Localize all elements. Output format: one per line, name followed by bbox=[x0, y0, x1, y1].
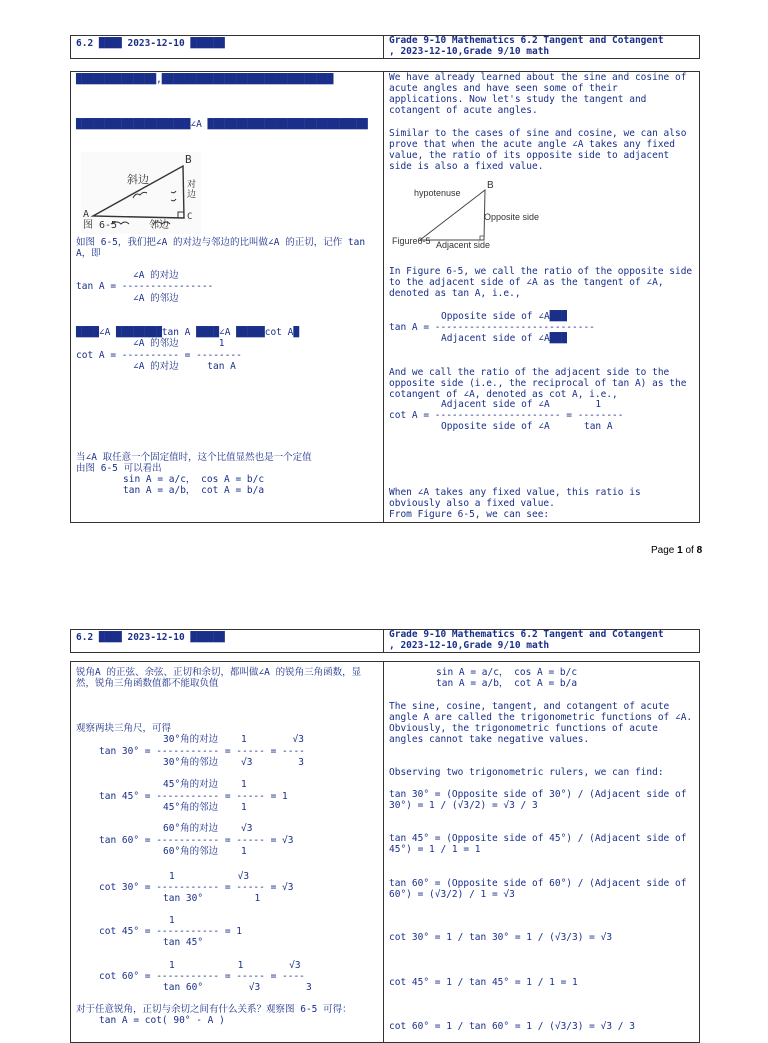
right-column-english bbox=[384, 72, 699, 522]
header-right-text-2: Grade 9-10 Mathematics 6.2 Tangent and Cotangent , 2023-12-10,Grade 9/10 math bbox=[389, 629, 664, 651]
page-header bbox=[70, 35, 700, 59]
p2-left-paragraph-3: 对于任意锐角，正切与余切之间有什么关系？观察图 6-5 可得： bbox=[76, 1004, 352, 1015]
cot30-denominator: tan 30° 1 bbox=[163, 893, 261, 904]
cot-en-denominator: Opposite side of ∠A tan A bbox=[441, 421, 613, 432]
tan-denominator: ∠A 的邻边 bbox=[133, 293, 179, 304]
left-paragraph-5: 当∠A 取任意一个固定值时，这个比值显然也是一个定值 bbox=[76, 452, 312, 463]
fig-en-adjacent: Adjacent side bbox=[436, 240, 491, 250]
triangle-figure-english bbox=[392, 180, 542, 252]
right-paragraph-6: From Figure 6-5, we can see: bbox=[389, 509, 550, 520]
fig-label-a: A bbox=[83, 209, 90, 220]
left-paragraph-3: 如图 6-5，我们把∠A 的对边与邻边的比叫做∠A 的正切，记作 tan A，即 bbox=[76, 237, 366, 259]
cot-numerator: ∠A 的邻边 1 bbox=[133, 338, 225, 349]
header-right-text: Grade 9-10 Mathematics 6.2 Tangent and Cotangent , 2023-12-10,Grade 9/10 math bbox=[389, 35, 664, 57]
tan45-line: tan 45° = ----------- = ----- = 1 bbox=[99, 791, 288, 802]
tan30-numerator: 30°角的对边 1 √3 bbox=[163, 734, 304, 745]
p2-right-paragraph-2: Observing two trigonometric rulers, we can find: bbox=[389, 767, 664, 778]
formula-tan-cot-complement: tan A = cot( 90° - A ) bbox=[99, 1015, 225, 1026]
tan30-denominator: 30°角的邻边 √3 3 bbox=[163, 757, 304, 768]
cot-fraction-line: cot A = ---------- = -------- bbox=[76, 350, 242, 361]
fig-en-b: B bbox=[487, 180, 494, 191]
cot-en-numerator: Adjacent side of ∠A 1 bbox=[441, 399, 602, 410]
left-paragraph-1: ██████████████,██████████████████████████████ bbox=[76, 74, 334, 85]
content-table-2 bbox=[70, 661, 700, 1043]
cot45-line: cot 45° = ----------- = 1 bbox=[99, 926, 242, 937]
header-left-cell-2: 6.2 ████ 2023-12-10 ██████ bbox=[71, 630, 384, 652]
fig-en-caption: Figure6-5 bbox=[392, 236, 431, 246]
formula-tan-cot: tan A = a/b， cot A = b/a bbox=[123, 485, 265, 496]
left-paragraph-4: ████∠A ████████tan A ████∠A █████cot A█ bbox=[76, 327, 300, 338]
tan-fraction-line: tan A = ---------------- bbox=[76, 281, 214, 292]
tan60-numerator: 60°角的对边 √3 bbox=[163, 823, 253, 834]
eq-cot30: cot 30° = 1 / tan 30° = 1 / (√3/3) = √3 bbox=[389, 932, 613, 943]
triangle-figure-handdrawn bbox=[81, 152, 201, 234]
page-current: 1 bbox=[677, 545, 683, 556]
cot30-line: cot 30° = ----------- = ----- = √3 bbox=[99, 882, 294, 893]
header-right-cell bbox=[384, 36, 699, 58]
page-of-label: of bbox=[685, 545, 694, 556]
p2-formula-tan-cot: tan A = a/b， cot A = b/a bbox=[436, 678, 578, 689]
fig-label-c: C bbox=[187, 212, 193, 222]
right-column-english-2 bbox=[384, 662, 699, 1042]
eq-tan30: tan 30° = (Opposite side of 30°) / (Adjacent side of 30°) = 1 / (√3/2) = √3 / 3 bbox=[389, 789, 687, 811]
p2-right-paragraph-1: The sine, cosine, tangent, and cotangent of acute angle A are called the trigonometric functions of ∠A. Obviously, the trigonometric functions of acute angles cannot take negative values. bbox=[389, 701, 693, 745]
tan-en-denominator: Adjacent side of ∠A███ bbox=[441, 333, 567, 344]
fig-en-hypotenuse: hypotenuse bbox=[414, 188, 461, 198]
page-total: 8 bbox=[696, 545, 703, 556]
left-paragraph-2: ████████████████████∠A ████████████████████████████ bbox=[76, 119, 368, 130]
left-paragraph-6: 由图 6-5 可以看出 bbox=[76, 463, 162, 474]
cot30-numerator: 1 √3 bbox=[169, 871, 250, 882]
cot45-numerator: 1 bbox=[169, 915, 175, 926]
cot60-line: cot 60° = ----------- = ----- = ---- bbox=[99, 971, 305, 982]
tan30-line: tan 30° = ----------- = ----- = ---- bbox=[99, 746, 305, 757]
eq-tan45: tan 45° = (Opposite side of 45°) / (Adjacent side of 45°) = 1 / 1 = 1 bbox=[389, 833, 687, 855]
right-paragraph-1: We have already learned about the sine and cosine of acute angles and have seen some of their applications. Now let's study the tangent and cotangent of acute angles. bbox=[389, 72, 687, 116]
fig-label-hypotenuse: 斜边 bbox=[127, 173, 149, 186]
eq-cot45: cot 45° = 1 / tan 45° = 1 / 1 = 1 bbox=[389, 977, 578, 988]
page-label: Page bbox=[651, 545, 675, 556]
cot-denominator: ∠A 的对边 tan A bbox=[133, 361, 236, 372]
cot60-denominator: tan 60° √3 3 bbox=[163, 982, 312, 993]
tan-numerator: ∠A 的对边 bbox=[133, 270, 179, 281]
cot-en-fraction-line: cot A = ---------------------- = -------- bbox=[389, 410, 624, 421]
tan60-line: tan 60° = ----------- = ----- = √3 bbox=[99, 835, 294, 846]
eq-cot60: cot 60° = 1 / tan 60° = 1 / (√3/3) = √3 / 3 bbox=[389, 1021, 635, 1032]
p2-left-paragraph-1: 锐角A 的正弦、余弦、正切和余切，都叫做∠A 的锐角三角函数，显然，锐角三角函数值都不能取负值 bbox=[76, 667, 362, 689]
right-paragraph-2: Similar to the cases of sine and cosine, we can also prove that when the acute angle ∠A takes any fixed value, the ratio of its opposite side to adjacent side is also a fixed value. bbox=[389, 128, 687, 172]
fig-label-opposite: 对 边 bbox=[187, 180, 197, 200]
fig-label-b: B bbox=[185, 153, 192, 166]
left-column-chinese-2 bbox=[71, 662, 384, 1042]
page-header-2 bbox=[70, 629, 700, 653]
left-column-chinese bbox=[71, 72, 384, 522]
page-number-footer bbox=[651, 545, 702, 556]
header-left-cell: 6.2 ████ 2023-12-10 ██████ bbox=[71, 36, 384, 58]
content-table bbox=[70, 71, 700, 523]
cot45-denominator: tan 45° bbox=[163, 937, 204, 948]
tan-en-numerator: Opposite side of ∠A███ bbox=[441, 311, 567, 322]
p2-formula-sin-cos: sin A = a/c， cos A = b/c bbox=[436, 667, 578, 678]
fig-label-adjacent: 邻边 bbox=[149, 220, 169, 231]
tan-en-fraction-line: tan A = ---------------------------- bbox=[389, 322, 595, 333]
eq-tan60: tan 60° = (Opposite side of 60°) / (Adjacent side of 60°) = (√3/2) / 1 = √3 bbox=[389, 878, 687, 900]
tan60-denominator: 60°角的邻边 1 bbox=[163, 846, 247, 857]
fig-en-opposite: Opposite side bbox=[484, 212, 540, 222]
right-paragraph-3: In Figure 6-5, we call the ratio of the opposite side to the adjacent side of ∠A as the tangent of ∠A, denoted as tan A, i.e., bbox=[389, 266, 693, 299]
header-right-cell-2 bbox=[384, 630, 699, 652]
right-paragraph-4: And we call the ratio of the adjacent side to the opposite side (i.e., the reciprocal of tan A) as the cotangent of ∠A, denoted as cot A, i.e., bbox=[389, 367, 687, 400]
formula-sin-cos: sin A = a/c， cos A = b/c bbox=[123, 474, 265, 485]
tan45-numerator: 45°角的对边 1 bbox=[163, 779, 247, 790]
p2-left-paragraph-2: 观察两块三角尺，可得 bbox=[76, 723, 172, 734]
right-paragraph-5: When ∠A takes any fixed value, this ratio is obviously also a fixed value. bbox=[389, 487, 641, 509]
cot60-numerator: 1 1 √3 bbox=[169, 960, 301, 971]
tan45-denominator: 45°角的邻边 1 bbox=[163, 802, 247, 813]
fig-caption: 图 6-5 bbox=[83, 220, 118, 231]
